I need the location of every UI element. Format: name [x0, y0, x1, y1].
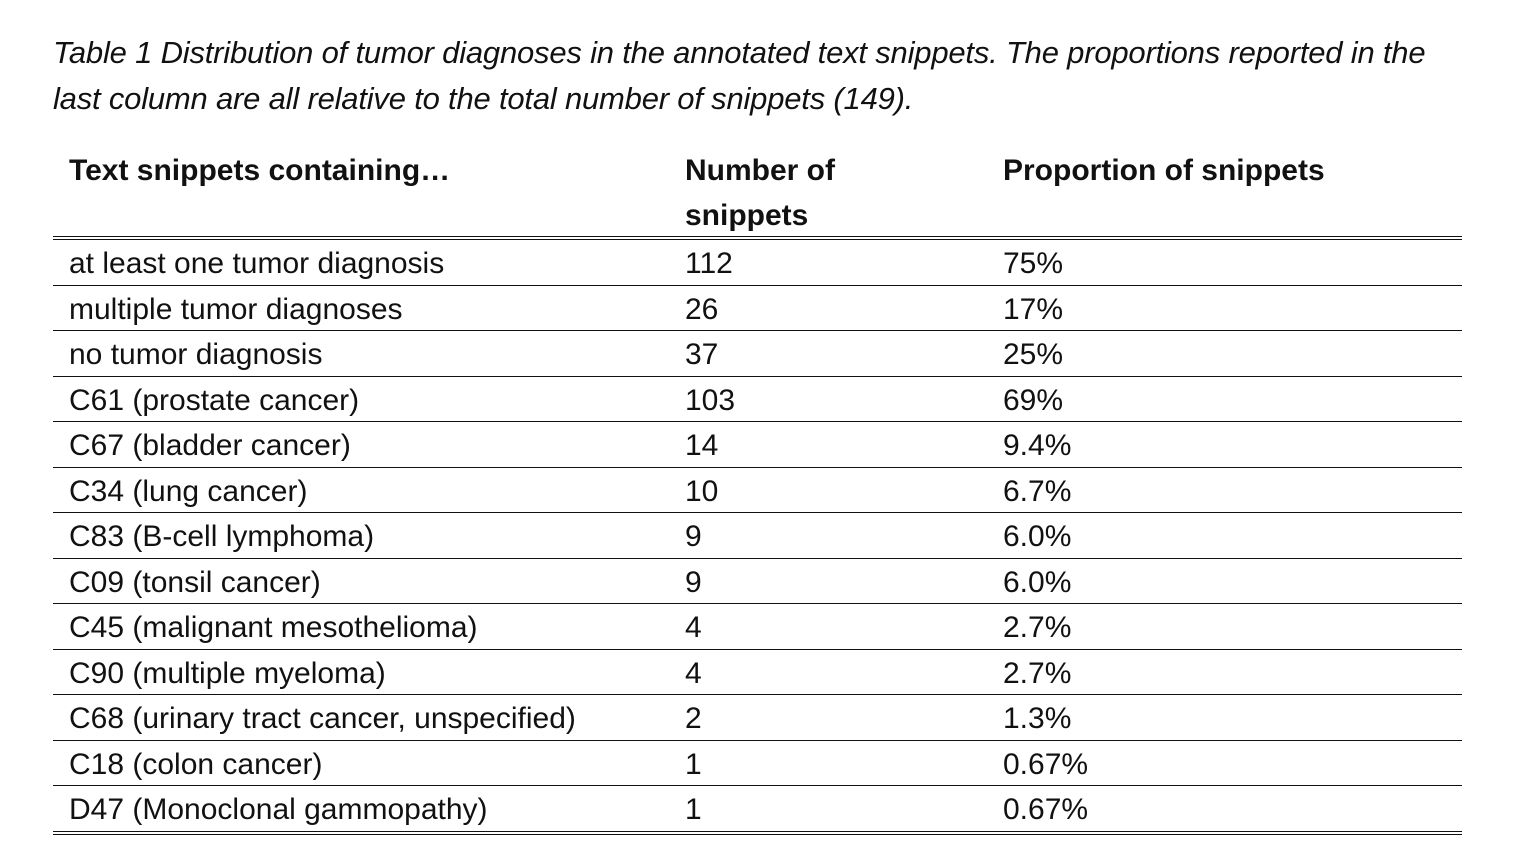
row-label: C67 (bladder cancer): [69, 429, 351, 462]
column-header-text-snippets: Text snippets containing…: [69, 154, 451, 187]
row-label: C68 (urinary tract cancer, unspecified): [69, 702, 576, 735]
table-row: [53, 786, 1462, 835]
table-row: [53, 468, 1462, 514]
row-label: C45 (malignant mesothelioma): [69, 611, 478, 644]
row-count: 1: [685, 793, 702, 826]
row-proportion: 6.0%: [1003, 565, 1072, 599]
table-body: [53, 240, 1462, 835]
row-proportion: 1.3%: [1003, 702, 1072, 735]
row-label: C09 (tonsil cancer): [69, 565, 321, 599]
row-proportion: 0.67%: [1003, 793, 1089, 826]
row-label: C61 (prostate cancer): [69, 383, 360, 417]
row-count: 4: [685, 611, 702, 644]
table-row: [53, 513, 1462, 559]
row-label: no tumor diagnosis: [69, 338, 323, 371]
column-header-proportion: Proportion of snippets: [1003, 154, 1325, 187]
row-count: 37: [685, 338, 719, 371]
row-count: 1: [685, 747, 702, 781]
table-caption: Table 1 Distribution of tumor diagnoses in the annotated text snippets. The proportions reported in the last column are all relative to the total number of snippets (149).: [53, 35, 1426, 116]
row-label: D47 (Monoclonal gammopathy): [69, 793, 488, 826]
row-label: C90 (multiple myeloma): [69, 656, 386, 690]
row-proportion: 0.67%: [1003, 747, 1089, 781]
row-proportion: 2.7%: [1003, 656, 1072, 690]
table-row: [53, 695, 1462, 741]
row-count: 9: [685, 565, 702, 599]
row-label: multiple tumor diagnoses: [69, 292, 403, 326]
column-header-number: Number of snippets: [685, 154, 835, 232]
row-proportion: 25%: [1003, 338, 1064, 371]
row-proportion: 6.0%: [1003, 520, 1072, 553]
row-count: 26: [685, 292, 719, 326]
row-count: 103: [685, 383, 736, 417]
table-row: [53, 422, 1462, 468]
row-proportion: 9.4%: [1003, 429, 1072, 462]
row-count: 14: [685, 429, 719, 462]
row-count: 9: [685, 520, 702, 553]
diagnosis-table: [53, 148, 1462, 835]
row-count: 2: [685, 702, 702, 735]
table-row: [53, 286, 1462, 332]
row-proportion: 69%: [1003, 383, 1064, 417]
table-header-row: [53, 148, 1462, 240]
table-row: [53, 331, 1462, 377]
table-row: [53, 741, 1462, 787]
row-label: C34 (lung cancer): [69, 474, 308, 508]
row-proportion: 75%: [1003, 247, 1064, 280]
table-row: [53, 377, 1462, 423]
row-label: at least one tumor diagnosis: [69, 247, 445, 280]
row-label: C18 (colon cancer): [69, 747, 323, 781]
row-proportion: 2.7%: [1003, 611, 1072, 644]
table-row: [53, 559, 1462, 605]
row-count: 4: [685, 656, 702, 690]
table-row: [53, 650, 1462, 696]
row-proportion: 6.7%: [1003, 474, 1072, 508]
row-count: 112: [685, 247, 733, 280]
row-label: C83 (B-cell lymphoma): [69, 520, 375, 553]
table-row: [53, 604, 1462, 650]
row-count: 10: [685, 474, 719, 508]
table-row: [53, 240, 1462, 286]
row-proportion: 17%: [1003, 292, 1064, 326]
